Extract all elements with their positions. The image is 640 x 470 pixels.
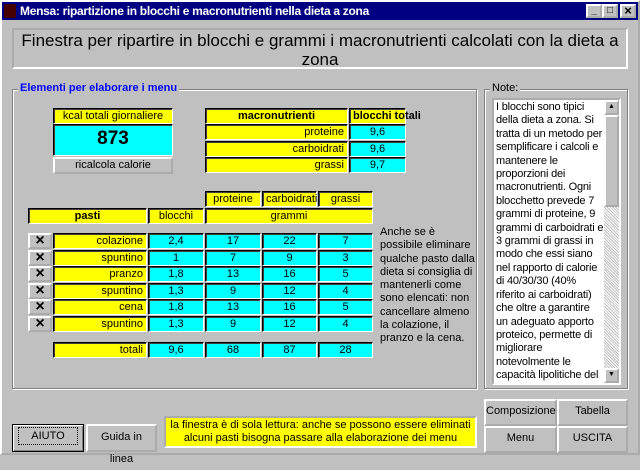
meal-proteine: 13 <box>205 299 261 315</box>
meal-proteine: 9 <box>205 283 261 299</box>
delete-meal-x-icon[interactable]: × <box>28 250 52 266</box>
meals-advice-text: Anche se è possibile eliminare qualche pasto dalla dieta si consiglia di mantenerli come sono elencati: non cancellare almeno la colazione, il pranzo e la cena. <box>380 226 475 345</box>
macro-row-value: 9,6 <box>349 124 406 140</box>
macro-header-value: blocchi totali <box>349 108 406 124</box>
meal-blocchi: 1 <box>148 250 204 266</box>
tabella-button[interactable]: Tabella <box>557 399 628 426</box>
header-grammi: grammi <box>205 208 373 224</box>
meal-name: colazione <box>53 233 147 249</box>
scrollbar-thumb[interactable] <box>604 115 619 207</box>
macro-row-label: proteine <box>205 124 348 140</box>
delete-meal-x-icon[interactable]: × <box>28 283 52 299</box>
macro-row-label: carboidrati <box>205 141 348 157</box>
macro-row-value: 9,7 <box>349 157 406 173</box>
uscita-button[interactable]: USCITA <box>557 426 628 453</box>
meal-name: pranzo <box>53 266 147 282</box>
meal-carboidrati: 16 <box>262 299 317 315</box>
meal-carboidrati: 9 <box>262 250 317 266</box>
meal-carboidrati: 16 <box>262 266 317 282</box>
meal-grassi: 5 <box>318 299 373 315</box>
meal-blocchi: 2,4 <box>148 233 204 249</box>
delete-meal-x-icon[interactable]: × <box>28 299 52 315</box>
notes-label: Note: <box>492 82 519 94</box>
meal-carboidrati: 12 <box>262 316 317 332</box>
title-bar: Mensa: ripartizione in blocchi e macronutrienti nella dieta a zona <box>2 2 638 20</box>
meal-blocchi: 1,8 <box>148 266 204 282</box>
meal-proteine: 7 <box>205 250 261 266</box>
macro-row-label: grassi <box>205 157 348 173</box>
notes-scrollbar[interactable] <box>604 100 619 383</box>
meal-name: spuntino <box>53 316 147 332</box>
elements-group-label: Elementi per elaborare i menu <box>20 82 178 94</box>
kcal-label: kcal totali giornaliere <box>53 108 173 124</box>
minimize-button[interactable]: _ <box>586 4 602 18</box>
scroll-down-arrow-icon[interactable]: ▼ <box>604 368 619 383</box>
totals-grassi: 28 <box>318 342 373 358</box>
header-proteine: proteine <box>205 191 261 207</box>
aiuto-button[interactable]: AIUTO <box>12 424 84 452</box>
totals-carboidrati: 87 <box>262 342 317 358</box>
header-grassi: grassi <box>318 191 373 207</box>
header-pasti: pasti <box>28 208 147 224</box>
meal-proteine: 17 <box>205 233 261 249</box>
app-icon[interactable] <box>4 4 16 18</box>
macro-header-label: macronutrienti <box>205 108 348 124</box>
meal-blocchi: 1,8 <box>148 299 204 315</box>
notes-textarea[interactable] <box>492 98 621 385</box>
meal-blocchi: 1,3 <box>148 283 204 299</box>
meal-carboidrati: 12 <box>262 283 317 299</box>
header-text: Finestra per ripartire in blocchi e grammi i macronutrienti calcolati con la dieta a zona <box>12 28 628 69</box>
meal-grassi: 5 <box>318 266 373 282</box>
meal-proteine: 13 <box>205 266 261 282</box>
scroll-up-arrow-icon[interactable]: ▲ <box>604 100 619 115</box>
guida-in-linea-button[interactable]: Guida in linea <box>86 424 157 452</box>
kcal-value: 873 <box>53 124 173 156</box>
close-button[interactable]: × <box>620 4 636 18</box>
meal-name: cena <box>53 299 147 315</box>
recalc-calories-button[interactable]: ricalcola calorie <box>53 157 173 174</box>
meal-name: spuntino <box>53 283 147 299</box>
meal-carboidrati: 22 <box>262 233 317 249</box>
delete-meal-x-icon[interactable]: × <box>28 266 52 282</box>
delete-meal-x-icon[interactable]: × <box>28 233 52 249</box>
composizione-button[interactable]: Composizione <box>484 399 557 426</box>
totals-proteine: 68 <box>205 342 261 358</box>
meal-name: spuntino <box>53 250 147 266</box>
header-blocchi: blocchi <box>148 208 204 224</box>
maximize-button[interactable]: □ <box>602 4 618 18</box>
menu-button[interactable]: Menu <box>484 426 557 453</box>
totals-blocchi: 9,6 <box>148 342 204 358</box>
meal-grassi: 3 <box>318 250 373 266</box>
notes-text: I blocchi sono tipici della dieta a zona. Si tratta di un metodo per semplificare i calcoli e mantenere le proporzioni dei macronutrienti. Ogni blocchetto prevede 7 grammi di proteine, 9 grammi di carboidrati e 3 grammi di grassi in modo che essi siano nel rapporto di calorie di 40/30/30 (40% riferito ai carboidrati) che oltre a garantire un adeguato apporto proteico, permette di migliorare notevolmente le capacità lipolitiche del <box>496 101 604 382</box>
meal-blocchi: 1,3 <box>148 316 204 332</box>
meal-proteine: 9 <box>205 316 261 332</box>
header-carboidrati: carboidrati <box>262 191 317 207</box>
totals-label: totali <box>53 342 147 358</box>
meal-grassi: 4 <box>318 316 373 332</box>
macro-row-value: 9,6 <box>349 141 406 157</box>
delete-meal-x-icon[interactable]: × <box>28 316 52 332</box>
meal-grassi: 7 <box>318 233 373 249</box>
meal-grassi: 4 <box>318 283 373 299</box>
read-only-message: la finestra è di sola lettura: anche se possono essere eliminati alcuni pasti bisogna passare alla elaborazione dei menu <box>164 416 477 448</box>
